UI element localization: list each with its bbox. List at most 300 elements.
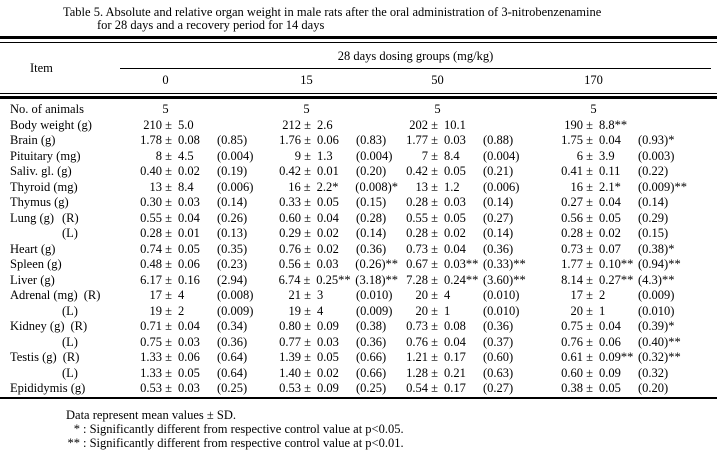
plus-minus-sign: ± — [304, 365, 311, 380]
table-row — [0, 319, 717, 335]
cell-mean: 6 — [576, 148, 583, 163]
dose-group-cell — [555, 350, 717, 366]
dose-group-cell — [120, 381, 263, 397]
dose-group-cell — [263, 288, 398, 304]
plus-minus-sign: ± — [165, 164, 172, 178]
cell-relative-weight: (4.3)** — [638, 272, 675, 287]
dose-group-cell — [398, 335, 555, 351]
cell-mean: 0.75 — [140, 334, 162, 349]
dose-group-cell — [555, 381, 717, 397]
dose-group-cell — [555, 319, 717, 335]
row-label-cell — [0, 381, 120, 397]
cell-relative-weight: (0.40)** — [638, 334, 681, 349]
dosing-group-label: 28 days dosing groups (mg/kg) — [120, 43, 711, 69]
cell-sd: 0.05 — [599, 381, 621, 395]
dose-group-cell — [555, 102, 717, 118]
cell-sd: 0.02 — [317, 365, 339, 380]
cell-n-animals: 5 — [303, 102, 310, 116]
table-row — [0, 242, 717, 258]
row-label-cell — [0, 319, 120, 335]
dose-group-cell — [120, 102, 263, 118]
cell-sd: 1.2 — [444, 179, 460, 194]
table-row — [0, 288, 717, 304]
row-organ-label: Thymus (g) — [10, 195, 69, 209]
table-row — [0, 226, 717, 242]
dose-group-cell — [398, 288, 555, 304]
plus-minus-sign: ± — [431, 117, 438, 132]
row-label-cell — [0, 350, 120, 366]
plus-minus-sign: ± — [431, 226, 438, 240]
dose-group-cell — [555, 180, 717, 196]
cell-sd: 0.04 — [599, 195, 621, 209]
dose-group-cell — [263, 102, 398, 118]
row-organ-label: Spleen (g) — [10, 257, 62, 271]
cell-mean: 0.67 — [406, 257, 428, 271]
cell-sd: 0.02 — [317, 226, 339, 240]
dose-group-cell — [120, 149, 263, 165]
cell-relative-weight: (0.14) — [483, 226, 514, 240]
row-label-cell — [0, 118, 120, 134]
cell-sd: 0.05 — [178, 241, 200, 256]
row-organ-label — [10, 335, 56, 351]
row-label-cell — [0, 273, 120, 289]
cell-relative-weight: (0.32) — [638, 365, 669, 380]
plus-minus-sign: ± — [431, 319, 438, 333]
plus-minus-sign: ± — [165, 288, 172, 302]
cell-sd: 2 — [178, 303, 185, 318]
dose-group-cell — [120, 350, 263, 366]
dose-group-cell — [555, 164, 717, 180]
cell-mean: 0.54 — [406, 381, 428, 395]
cell-sd: 0.04 — [178, 210, 200, 225]
table-row — [0, 211, 717, 227]
dose-header-50: 50 — [431, 73, 444, 87]
dose-group-cell — [263, 149, 398, 165]
table-row — [0, 118, 717, 134]
cell-relative-weight: (0.36) — [356, 241, 387, 256]
cell-n-animals: 5 — [434, 102, 441, 116]
cell-relative-weight: (0.010) — [483, 303, 520, 318]
plus-minus-sign: ± — [431, 272, 438, 287]
cell-relative-weight: (0.88) — [483, 133, 514, 147]
cell-sd: 0.11 — [599, 164, 621, 178]
dose-group-cell — [120, 257, 263, 273]
plus-minus-sign: ± — [431, 195, 438, 209]
cell-mean: 0.71 — [140, 319, 162, 333]
cell-mean: 13 — [415, 179, 428, 194]
cell-relative-weight: (3.60)** — [483, 272, 526, 287]
cell-mean: 7.28 — [406, 272, 428, 287]
table-row — [0, 149, 717, 165]
cell-relative-weight — [350, 118, 398, 134]
dose-group-cell — [398, 149, 555, 165]
table-row — [0, 350, 717, 366]
cell-sd: 0.25** — [316, 272, 351, 287]
cell-mean: 1.78 — [140, 133, 162, 147]
row-label-cell — [0, 257, 120, 273]
dose-group-cell — [120, 288, 263, 304]
cell-relative-weight: (0.36) — [483, 319, 514, 333]
cell-relative-weight — [632, 118, 717, 134]
cell-relative-weight: (0.13) — [217, 226, 248, 240]
cell-relative-weight: (0.39)* — [638, 319, 675, 333]
footnote-general: Data represent mean values ± SD. — [66, 407, 236, 422]
cell-relative-weight: (0.010) — [356, 288, 393, 302]
plus-minus-sign: ± — [165, 133, 172, 147]
cell-relative-weight: (0.34) — [217, 319, 248, 333]
cell-mean: 1.21 — [406, 350, 428, 364]
row-side-label: (L) — [62, 334, 78, 349]
plus-minus-sign: ± — [586, 148, 593, 163]
plus-minus-sign: ± — [431, 334, 438, 349]
dose-group-cell — [555, 288, 717, 304]
cell-mean: 0.60 — [561, 365, 583, 380]
cell-mean: 1.40 — [279, 365, 301, 380]
dose-group-cell — [120, 226, 263, 242]
cell-mean: 1.33 — [140, 365, 162, 380]
cell-sd: 0.02 — [444, 226, 466, 240]
dose-group-cell — [398, 257, 555, 273]
footnote-sig-005-text: : Significantly different from respective control value at p<0.05. — [83, 421, 404, 436]
table-body — [0, 99, 717, 397]
plus-minus-sign: ± — [304, 303, 311, 318]
cell-sd: 0.03** — [444, 257, 479, 271]
cell-sd: 0.01 — [178, 226, 200, 240]
plus-minus-sign: ± — [165, 241, 172, 256]
cell-sd: 0.04 — [178, 319, 200, 333]
cell-relative-weight: (0.66) — [356, 365, 387, 380]
dose-header-170: 170 — [584, 73, 603, 87]
dosing-groups-header — [120, 43, 717, 93]
plus-minus-sign: ± — [586, 319, 593, 333]
dose-group-cell — [555, 226, 717, 242]
cell-sd: 1 — [599, 303, 606, 318]
cell-sd: 1.3 — [317, 148, 333, 163]
dose-group-cell — [398, 319, 555, 335]
cell-mean: 210 — [143, 117, 162, 132]
dose-group-cell — [120, 319, 263, 335]
row-organ-label: Pituitary (mg) — [10, 148, 81, 163]
cell-sd: 0.08 — [444, 319, 466, 333]
cell-mean: 0.76 — [279, 241, 301, 256]
cell-mean: 1.75 — [561, 133, 583, 147]
cell-relative-weight: (2.94) — [217, 272, 248, 287]
dose-group-cell — [398, 180, 555, 196]
dose-group-cell — [263, 257, 398, 273]
row-side-label: (L) — [62, 226, 78, 240]
cell-mean: 0.28 — [406, 195, 428, 209]
cell-sd: 2 — [599, 288, 606, 302]
cell-sd: 8.4 — [444, 148, 460, 163]
cell-mean: 0.28 — [140, 226, 162, 240]
cell-sd: 0.03 — [444, 195, 466, 209]
dose-group-cell — [120, 195, 263, 211]
cell-mean: 212 — [282, 117, 301, 132]
cell-sd: 3.9 — [599, 148, 615, 163]
plus-minus-sign: ± — [304, 334, 311, 349]
dose-group-cell — [555, 273, 717, 289]
cell-mean: 6.74 — [278, 272, 301, 287]
plus-minus-sign: ± — [304, 133, 311, 147]
cell-sd: 0.27** — [599, 272, 634, 287]
cell-sd: 0.03 — [444, 133, 466, 147]
row-side-label: (L) — [62, 303, 78, 318]
cell-sd: 5.0 — [178, 117, 194, 132]
dose-group-cell — [555, 149, 717, 165]
cell-sd: 8.8** — [599, 117, 628, 132]
cell-sd: 0.16 — [178, 272, 200, 287]
cell-relative-weight: (0.32)** — [638, 350, 681, 364]
dose-group-cell — [120, 304, 263, 320]
plus-minus-sign: ± — [586, 365, 593, 380]
dose-group-cell — [398, 133, 555, 149]
plus-minus-sign: ± — [304, 164, 311, 178]
row-organ-label: No. of animals — [10, 102, 84, 116]
dose-group-cell — [398, 195, 555, 211]
cell-mean: 19 — [149, 303, 162, 318]
plus-minus-sign: ± — [304, 288, 311, 302]
cell-sd: 0.03 — [316, 257, 339, 271]
cell-sd: 0.03 — [178, 195, 200, 209]
cell-sd: 0.09 — [317, 319, 339, 333]
footnote-sig-001-text: : Significantly different from respective control value at p<0.01. — [83, 435, 404, 450]
row-organ-label: Kidney (g) — [10, 319, 65, 333]
plus-minus-sign: ± — [304, 350, 311, 364]
row-label-cell — [0, 195, 120, 211]
dose-group-cell — [263, 304, 398, 320]
dose-group-cell — [120, 133, 263, 149]
cell-sd: 0.04 — [444, 334, 466, 349]
cell-mean: 9 — [294, 148, 301, 163]
plus-minus-sign: ± — [431, 133, 438, 147]
cell-relative-weight: (0.28) — [356, 210, 387, 225]
dose-group-cell — [398, 381, 555, 397]
dose-group-cell — [263, 319, 398, 335]
row-label-cell — [0, 242, 120, 258]
cell-mean: 0.33 — [279, 195, 301, 209]
dose-group-cell — [398, 118, 555, 134]
table-header — [0, 43, 717, 93]
row-label-cell — [0, 335, 120, 351]
dose-group-cell — [120, 366, 263, 382]
cell-sd: 2.6 — [317, 117, 333, 132]
row-organ-label: Testis (g) — [10, 350, 57, 364]
dose-group-cell — [263, 242, 398, 258]
dose-group-cell — [398, 164, 555, 180]
cell-sd: 0.21 — [444, 365, 466, 380]
plus-minus-sign: ± — [165, 334, 172, 349]
table-row — [0, 257, 717, 273]
cell-relative-weight: (0.006) — [217, 179, 254, 194]
row-organ-label: Saliv. gl. (g) — [10, 164, 72, 178]
cell-mean: 16 — [570, 179, 583, 194]
plus-minus-sign: ± — [431, 164, 438, 178]
cell-mean: 6.17 — [140, 272, 162, 287]
dose-group-cell — [555, 366, 717, 382]
dose-group-cell — [398, 350, 555, 366]
plus-minus-sign: ± — [165, 257, 172, 271]
plus-minus-sign: ± — [303, 257, 311, 271]
table-title — [63, 6, 717, 32]
cell-sd: 0.03 — [178, 381, 200, 395]
cell-relative-weight: (0.25) — [217, 381, 248, 395]
cell-sd: 3 — [317, 288, 324, 302]
dose-group-cell — [120, 242, 263, 258]
cell-sd: 0.04 — [599, 133, 621, 147]
cell-mean: 16 — [288, 179, 301, 194]
cell-mean: 0.60 — [279, 210, 301, 225]
cell-relative-weight: (0.85) — [217, 133, 248, 147]
cell-relative-weight: (0.14) — [638, 195, 669, 209]
cell-relative-weight: (0.36) — [217, 334, 248, 349]
cell-relative-weight: (0.36) — [483, 241, 514, 256]
dose-group-cell — [398, 273, 555, 289]
cell-mean: 0.28 — [561, 226, 583, 240]
cell-sd: 0.05 — [317, 350, 339, 364]
cell-mean: 21 — [288, 288, 301, 302]
plus-minus-sign: ± — [165, 381, 172, 395]
plus-minus-sign: ± — [303, 179, 311, 194]
item-header-label: Item — [30, 60, 53, 75]
cell-relative-weight: (0.009) — [356, 303, 393, 318]
row-organ-label: Brain (g) — [10, 133, 56, 147]
dose-group-cell — [263, 180, 398, 196]
item-column-header — [0, 43, 120, 93]
cell-mean: 0.41 — [561, 164, 583, 178]
cell-mean: 17 — [149, 288, 162, 302]
cell-mean: 20 — [570, 303, 583, 318]
dose-group-cell — [398, 211, 555, 227]
cell-relative-weight: (0.37) — [483, 334, 514, 349]
cell-mean: 13 — [149, 179, 162, 194]
cell-relative-weight: (0.27) — [483, 381, 514, 395]
row-label-cell — [0, 102, 120, 118]
cell-mean: 0.40 — [140, 164, 162, 178]
cell-mean: 0.55 — [140, 210, 162, 225]
cell-mean: 0.42 — [406, 164, 428, 178]
cell-sd: 0.05 — [178, 365, 200, 380]
plus-minus-sign: ± — [586, 288, 593, 302]
cell-sd: 0.06 — [178, 350, 200, 364]
dose-group-cell — [263, 211, 398, 227]
cell-relative-weight: (0.010) — [638, 303, 675, 318]
plus-minus-sign: ± — [586, 133, 593, 147]
plus-minus-sign: ± — [165, 195, 172, 209]
cell-relative-weight: (0.94)** — [638, 257, 681, 271]
cell-sd: 2.2* — [316, 179, 339, 194]
cell-relative-weight: (0.20) — [356, 164, 387, 178]
cell-relative-weight: (0.19) — [217, 164, 248, 178]
plus-minus-sign: ± — [304, 210, 311, 225]
cell-sd: 4 — [178, 288, 185, 302]
cell-mean: 1.76 — [279, 133, 301, 147]
cell-mean: 1.77 — [406, 133, 428, 147]
footnote-sig-001 — [66, 436, 717, 450]
table-row — [0, 180, 717, 196]
dose-group-cell — [263, 195, 398, 211]
cell-n-animals: 5 — [590, 102, 597, 116]
row-side-label: (R) — [83, 288, 101, 302]
cell-sd: 0.02 — [599, 226, 621, 240]
cell-relative-weight: (0.003) — [638, 148, 675, 163]
cell-mean: 0.61 — [561, 350, 583, 364]
dose-group-cell — [120, 273, 263, 289]
table-title-line2: for 28 days and a recovery period for 14 days — [97, 18, 325, 32]
double-asterisk-marker: ** — [67, 435, 80, 450]
dose-group-cell — [263, 226, 398, 242]
row-organ-label: Epididymis (g) — [10, 381, 86, 395]
cell-sd: 0.07 — [599, 241, 621, 256]
dose-group-cell — [263, 273, 398, 289]
cell-mean: 0.30 — [140, 195, 162, 209]
cell-sd: 0.03 — [317, 334, 339, 349]
cell-relative-weight: (0.64) — [217, 365, 248, 380]
footnote-sig-005 — [66, 422, 717, 436]
cell-sd: 0.04 — [599, 319, 621, 333]
cell-relative-weight: (0.23) — [217, 257, 248, 271]
row-label-cell — [0, 133, 120, 149]
cell-relative-weight: (0.010) — [483, 288, 520, 302]
cell-mean: 0.73 — [561, 241, 583, 256]
dose-group-cell — [555, 133, 717, 149]
cell-sd: 0.06 — [317, 133, 339, 147]
cell-sd: 0.03 — [178, 334, 200, 349]
table-row — [0, 335, 717, 351]
row-organ-label — [10, 304, 56, 320]
dose-group-cell — [120, 180, 263, 196]
cell-sd: 0.17 — [444, 350, 466, 364]
cell-mean: 20 — [415, 288, 428, 302]
cell-sd: 0.05 — [444, 210, 466, 225]
plus-minus-sign: ± — [431, 350, 438, 364]
cell-relative-weight: (0.15) — [638, 226, 669, 240]
cell-sd: 0.10** — [599, 257, 634, 271]
plus-minus-sign: ± — [586, 179, 593, 194]
dose-group-cell — [263, 381, 398, 397]
cell-mean: 0.56 — [561, 210, 583, 225]
dose-group-cell — [120, 335, 263, 351]
plus-minus-sign: ± — [165, 272, 172, 287]
plus-minus-sign: ± — [431, 210, 438, 225]
plus-minus-sign: ± — [586, 226, 593, 240]
plus-minus-sign: ± — [586, 164, 593, 178]
cell-mean: 0.42 — [279, 164, 301, 178]
cell-relative-weight: (0.009) — [217, 303, 254, 318]
cell-mean: 1.77 — [561, 257, 583, 271]
cell-relative-weight: (0.009) — [638, 288, 675, 302]
cell-mean: 0.38 — [561, 381, 583, 395]
dose-group-cell — [398, 304, 555, 320]
dose-group-cell — [263, 350, 398, 366]
cell-mean: 0.55 — [406, 210, 428, 225]
row-organ-label — [10, 226, 56, 242]
cell-relative-weight: (0.14) — [483, 195, 514, 209]
plus-minus-sign: ± — [586, 334, 593, 349]
table-row — [0, 304, 717, 320]
plus-minus-sign: ± — [304, 148, 311, 163]
plus-minus-sign: ± — [431, 365, 438, 380]
plus-minus-sign: ± — [586, 195, 593, 209]
cell-relative-weight: (0.26)** — [355, 257, 398, 271]
row-side-label: (L) — [62, 365, 78, 380]
asterisk-marker: * — [73, 421, 80, 436]
table-row — [0, 164, 717, 180]
cell-relative-weight — [477, 118, 555, 134]
cell-relative-weight: (0.006) — [483, 179, 520, 194]
cell-sd: 10.1 — [444, 117, 466, 132]
cell-mean: 19 — [288, 303, 301, 318]
dose-group-cell — [398, 102, 555, 118]
